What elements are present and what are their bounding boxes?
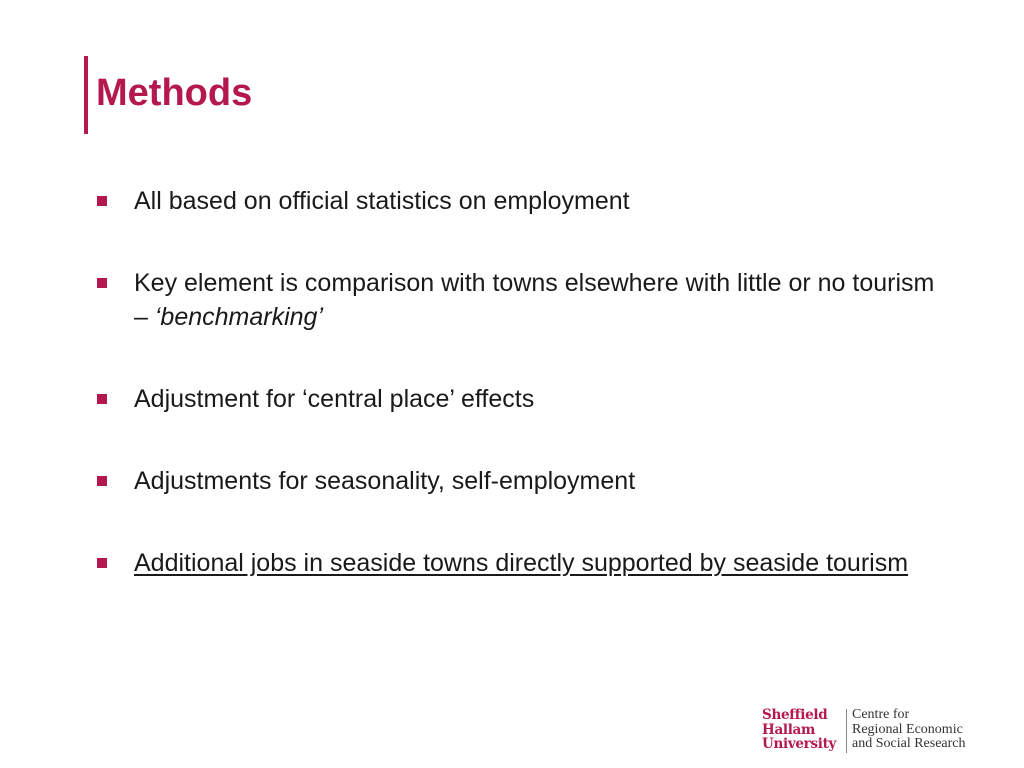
square-bullet-icon — [97, 394, 107, 404]
page-title: Methods — [96, 72, 253, 114]
bullet-text: Additional jobs in seaside towns directly supported by seaside tourism — [134, 549, 909, 577]
logo-brand — [762, 708, 836, 752]
logo-centre-name — [852, 708, 966, 752]
logo-divider — [846, 709, 847, 753]
bullet-item — [97, 546, 947, 580]
logo-brand-line: Hallam — [762, 721, 815, 738]
bullet-emphasis: ‘benchmarking’ — [154, 303, 323, 331]
bullet-item — [97, 266, 947, 334]
square-bullet-icon — [97, 196, 107, 206]
logo-brand-line: Sheffield — [762, 707, 828, 723]
bullet-item — [97, 382, 947, 416]
bullet-item — [97, 184, 947, 218]
logo-brand-line: University — [762, 736, 837, 752]
bullet-text: Adjustment for ‘central place’ effects — [134, 385, 535, 413]
bullet-text: All based on official statistics on employment — [134, 187, 630, 215]
square-bullet-icon — [97, 476, 107, 486]
bullet-text: Key element is comparison with towns elsewhere with little or no tourism – — [134, 269, 935, 331]
square-bullet-icon — [97, 558, 107, 568]
logo-centre-line: and Social Research — [852, 736, 966, 751]
bullet-list — [97, 184, 947, 628]
logo-centre-line: Centre for — [852, 707, 910, 722]
bullet-text: Adjustments for seasonality, self-employment — [134, 467, 636, 495]
square-bullet-icon — [97, 278, 107, 288]
title-accent-bar — [84, 56, 88, 134]
bullet-item — [97, 464, 947, 498]
logo-centre-line: Regional Economic — [852, 721, 963, 737]
university-logo — [762, 708, 992, 754]
